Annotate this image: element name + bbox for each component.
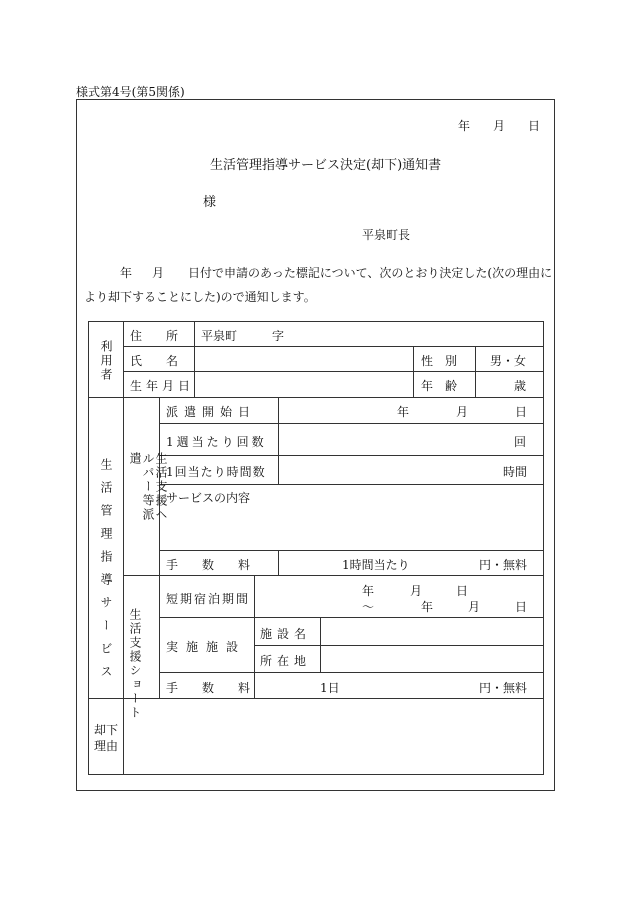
- start-date-year: 年: [397, 405, 410, 419]
- body-month: 月: [152, 266, 165, 280]
- date-month: 月: [493, 119, 506, 133]
- addressee-suffix: 様: [203, 195, 217, 210]
- age-label: 年 齢: [421, 379, 458, 393]
- start-date-month: 月: [456, 405, 469, 419]
- start-date-day: 日: [515, 405, 528, 419]
- issuer: 平泉町長: [362, 228, 411, 242]
- stay-tilde: 〜: [362, 600, 375, 614]
- helper-fee-label: 手 数 料: [166, 558, 251, 572]
- stay-start-day: 日: [456, 584, 469, 598]
- user-header: 利用者: [99, 340, 113, 382]
- sex-label: 性 別: [421, 354, 458, 368]
- weekly-count-label: 1週当たり回数: [166, 435, 267, 449]
- hours-unit: 時間: [503, 465, 528, 479]
- date-day: 日: [528, 119, 541, 133]
- shortstay-header: 生活支援ショート: [128, 608, 142, 720]
- address-town: 平泉町: [201, 329, 238, 343]
- hours-label: 1回当たり時間数: [166, 465, 266, 479]
- stay-end-month: 月: [468, 600, 481, 614]
- body-year: 年: [120, 266, 133, 280]
- age-value: 歳: [514, 379, 527, 393]
- helper-fee-value: 円・無料: [479, 558, 528, 572]
- stay-start-year: 年: [362, 584, 375, 598]
- service-header: 生活管理指導サービス: [99, 458, 113, 688]
- address-label: 住 所: [130, 329, 179, 343]
- start-date-label: 派遣開始日: [166, 405, 257, 419]
- stay-start-month: 月: [410, 584, 423, 598]
- weekly-count-unit: 回: [514, 435, 527, 449]
- address-aza: 字: [272, 329, 285, 343]
- shortstay-fee-value: 円・無料: [479, 681, 528, 695]
- helper-header: 生活支援ヘルパー等派遣: [128, 452, 168, 522]
- helper-fee-rate: 1時間当たり: [342, 558, 410, 572]
- rejection-reason-label: 却下理由: [94, 723, 119, 753]
- facility-name-label: 施設名: [260, 627, 312, 641]
- sex-value: 男・女: [490, 354, 527, 368]
- date-year: 年: [458, 119, 471, 133]
- stay-end-day: 日: [515, 600, 528, 614]
- document-title: 生活管理指導サービス決定(却下)通知書: [210, 158, 442, 173]
- birthdate-label: 生年月日: [130, 379, 195, 393]
- shortstay-fee-rate: 1日: [320, 681, 340, 695]
- name-label: 氏 名: [130, 354, 179, 368]
- facility-label: 実施施設: [166, 640, 247, 654]
- form-id: 様式第4号(第5関係): [76, 85, 185, 99]
- shortstay-fee-label: 手 数 料: [166, 681, 257, 695]
- facility-location-label: 所在地: [260, 654, 312, 668]
- stay-period-label: 短期宿泊期間: [166, 592, 251, 606]
- service-content-label: サービスの内容: [166, 491, 251, 505]
- stay-end-year: 年: [421, 600, 434, 614]
- body-text-line1: 日付で申請のあった標記について、次のとおり決定した(次の理由に: [188, 266, 553, 280]
- body-text-line2: より却下することにした)ので通知します。: [84, 290, 316, 304]
